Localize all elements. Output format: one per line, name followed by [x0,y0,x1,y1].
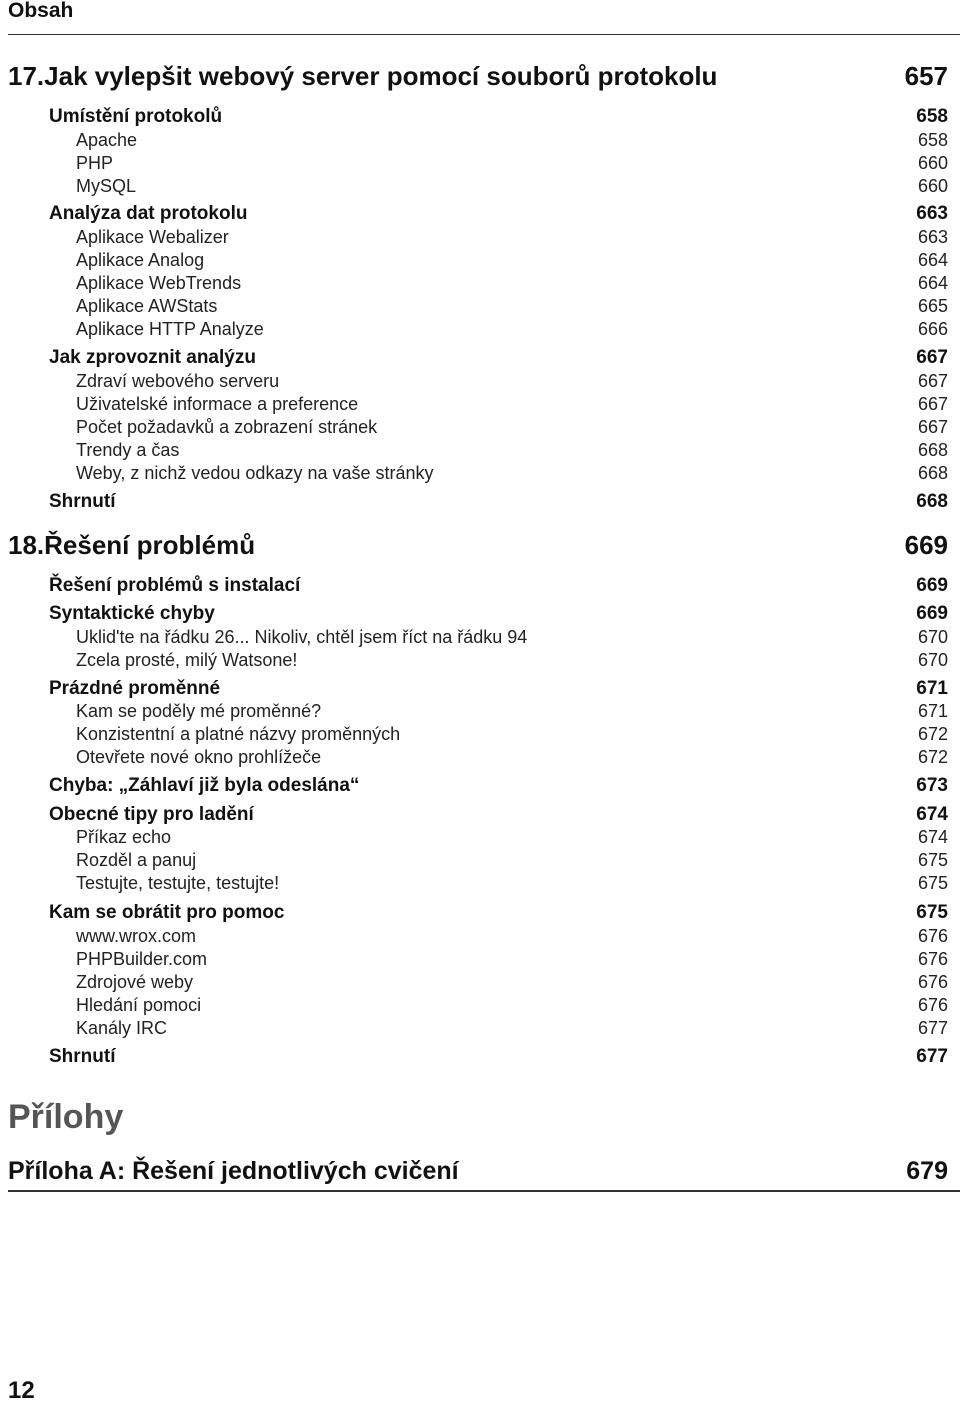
toc-heading[interactable] [0,901,948,925]
toc-subentry[interactable] [0,439,948,462]
entry-page: 671 [916,678,948,699]
entry-page: 666 [917,319,948,339]
chapter-page: 657 [904,61,948,91]
toc-subentry[interactable] [0,872,948,895]
entry-page: 663 [917,227,948,247]
entry-page: 672 [917,724,948,744]
toc-subentry[interactable] [0,370,948,393]
entry-page: 668 [917,463,948,483]
entry-title: Otevřete nové okno prohlížeče [76,747,322,767]
entry-title: Jak zprovoznit analýzu [49,347,256,368]
entry-page: 670 [917,650,948,670]
toc-subentry[interactable] [0,416,948,439]
entry-title: Uklid'te na řádku 26... Nikoliv, chtěl jsem říct na řádku 94 [76,627,528,647]
entry-page: 674 [917,827,948,847]
toc-subentry[interactable] [0,649,948,672]
entry-title: Aplikace WebTrends [76,273,242,293]
entry-page: 675 [916,902,948,923]
appendix-title: Příloha A: Řešení jednotlivých cvičení [8,1157,459,1185]
entry-title: Zdraví webového serveru [76,371,280,391]
entry-title: Aplikace HTTP Analyze [76,319,264,339]
entry-page: 658 [917,130,948,150]
entry-page: 667 [916,347,948,368]
chapter-17-entry[interactable] [0,59,948,93]
entry-title: Syntaktické chyby [49,603,215,624]
toc-subentry[interactable] [0,700,948,723]
entry-title: Rozděl a panuj [76,850,197,870]
entry-title: Počet požadavků a zobrazení stránek [76,417,378,437]
entry-page: 676 [917,949,948,969]
entry-page: 664 [917,250,948,270]
entry-title: PHP [76,153,114,173]
entry-page: 658 [916,106,948,127]
entry-title: Kam se poděly mé proměnné? [76,701,322,721]
toc-subentry[interactable] [0,1017,948,1040]
entry-title: Apache [76,130,138,150]
toc-subentry[interactable] [0,129,948,152]
entry-page: 664 [917,273,948,293]
entry-page: 668 [917,440,948,460]
toc-heading[interactable] [0,105,948,129]
entry-page: 660 [917,176,948,196]
toc-heading[interactable] [0,602,948,626]
toc-heading[interactable] [0,677,948,701]
toc-subentry[interactable] [0,295,948,318]
entry-title: Testujte, testujte, testujte! [76,873,280,893]
toc-heading[interactable] [0,346,948,370]
entry-title: Aplikace AWStats [76,296,218,316]
section-label: Obsah [8,0,74,22]
entry-title: Shrnutí [49,491,116,512]
chapter-18-entry[interactable] [0,528,948,562]
toc-subentry[interactable] [0,826,948,849]
entry-page: 676 [917,995,948,1015]
entry-title: Analýza dat protokolu [49,203,248,224]
appendix-a-entry[interactable] [0,1155,948,1187]
entry-page: 673 [916,775,948,796]
entry-page: 671 [917,701,948,721]
entry-page: 665 [917,296,948,316]
toc-subentry[interactable] [0,746,948,769]
entry-page: 675 [917,873,948,893]
toc-heading[interactable] [0,774,948,798]
toc-subentry[interactable] [0,272,948,295]
toc-subentry[interactable] [0,152,948,175]
toc-heading[interactable] [0,202,948,226]
entry-page: 668 [916,491,948,512]
entry-page: 669 [916,575,948,596]
chapter-title: 18.Řešení problémů [8,530,256,560]
appendix-page: 679 [906,1157,948,1185]
entry-title: Kanály IRC [76,1018,168,1038]
toc-subentry[interactable] [0,925,948,948]
entry-page: 667 [917,417,948,437]
toc-heading[interactable] [0,1045,948,1069]
chapter-page: 669 [904,530,948,560]
chapter-title: 17.Jak vylepšit webový server pomocí souborů protokolu [8,61,718,91]
toc-subentry[interactable] [0,948,948,971]
entry-title: MySQL [76,176,137,196]
toc-subentry[interactable] [0,226,948,249]
entry-title: Trendy a čas [76,440,180,460]
entry-title: Řešení problémů s instalací [49,575,301,596]
entry-title: Příkaz echo [76,827,172,847]
toc-subentry[interactable] [0,175,948,198]
entry-title: Zcela prosté, milý Watsone! [76,650,298,670]
entry-page: 675 [917,850,948,870]
entry-page: 667 [917,394,948,414]
entry-title: Kam se obrátit pro pomoc [49,902,285,923]
entry-page: 677 [916,1046,948,1067]
appendix-divider [8,1190,960,1192]
toc-subentry[interactable] [0,462,948,485]
part-title: Přílohy [8,1098,124,1136]
header-divider [8,34,960,35]
entry-page: 676 [917,972,948,992]
entry-page: 674 [916,804,948,825]
entry-page: 670 [917,627,948,647]
toc-heading[interactable] [0,803,948,827]
toc-subentry[interactable] [0,849,948,872]
toc-subentry[interactable] [0,318,948,341]
entry-title: Shrnutí [49,1046,116,1067]
entry-title: Umístění protokolů [49,106,223,127]
entry-title: Hledání pomoci [76,995,202,1015]
entry-title: Prázdné proměnné [49,678,221,699]
toc-subentry[interactable] [0,249,948,272]
entry-title: Obecné tipy pro ladění [49,804,254,825]
entry-page: 676 [917,926,948,946]
entry-title: PHPBuilder.com [76,949,208,969]
entry-title: Konzistentní a platné názvy proměnných [76,724,401,744]
entry-page: 669 [916,603,948,624]
entry-title: Zdrojové weby [76,972,194,992]
entry-title: Uživatelské informace a preference [76,394,359,414]
entry-title: www.wrox.com [76,926,197,946]
entry-page: 663 [916,203,948,224]
toc-subentry[interactable] [0,994,948,1017]
toc-subentry[interactable] [0,393,948,416]
toc-subentry[interactable] [0,626,948,649]
entry-page: 667 [917,371,948,391]
toc-heading[interactable] [0,574,948,598]
entry-title: Chyba: „Záhlaví již byla odeslána“ [49,775,360,796]
entry-page: 672 [917,747,948,767]
entry-page: 660 [917,153,948,173]
toc-subentry[interactable] [0,723,948,746]
toc-subentry[interactable] [0,971,948,994]
entry-title: Aplikace Webalizer [76,227,229,247]
entry-title: Aplikace Analog [76,250,205,270]
entry-page: 677 [917,1018,948,1038]
page-number: 12 [8,1377,35,1404]
toc-heading[interactable] [0,490,948,514]
entry-title: Weby, z nichž vedou odkazy na vaše stránky [76,463,434,483]
